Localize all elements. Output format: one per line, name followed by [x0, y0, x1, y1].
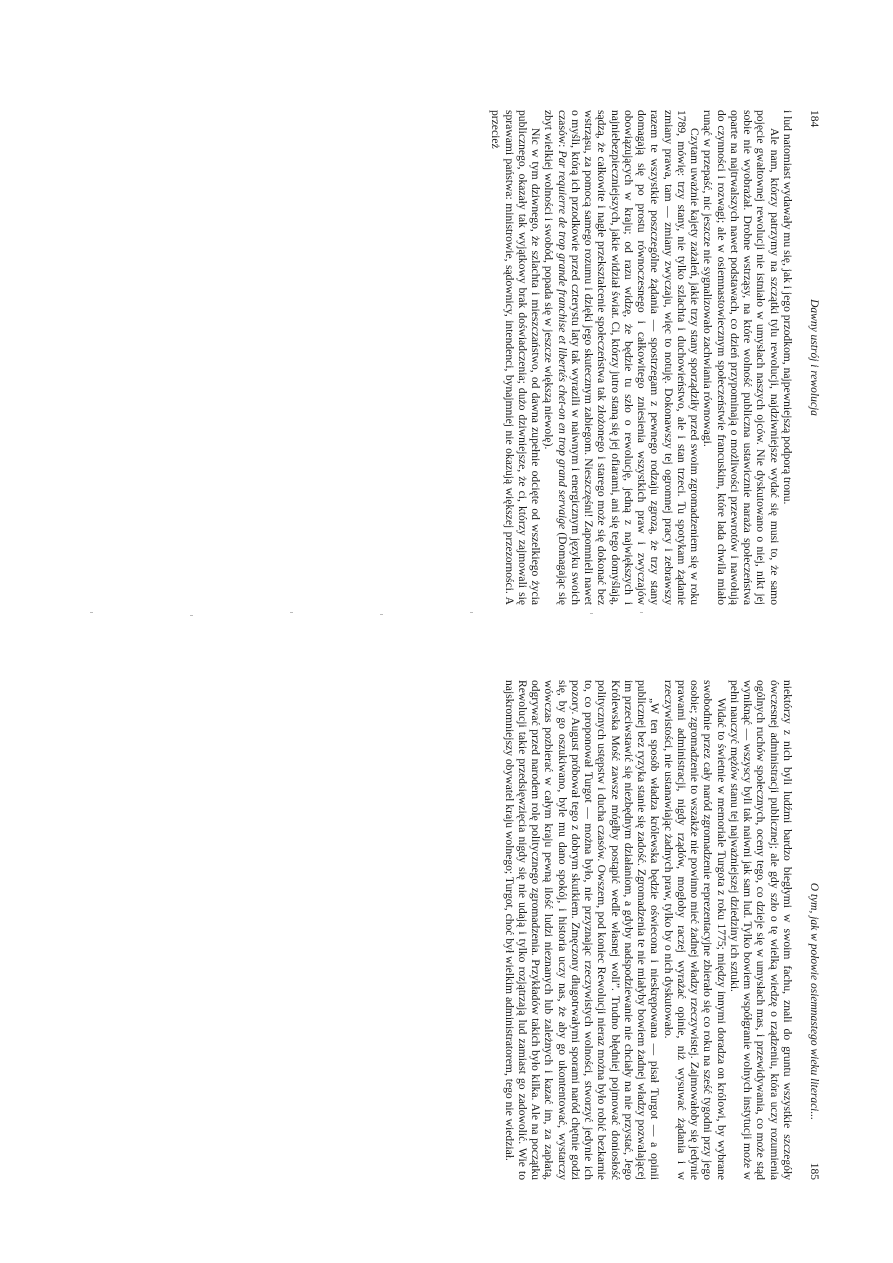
running-head: Dawny ustrój i rewolucja — [808, 299, 820, 416]
left-page-header — [804, 110, 820, 605]
scan-mark — [590, 613, 593, 614]
paragraph: niektórzy z nich byli ludźmi bardzo biegłymi w swoim fachu, znali do gruntu wszystkie szczegóły ówczesnej administracji publicznej; ale gdy szło o tę wielką wiedzę o rządzeniu, która uczy rozumienia ogólnych ruchów społecznych, oceny tego, co dzieje się w umysłach mas, i przewidywania, co może stąd wyniknąć — wszyscy byli tak naiwni jak sam lud. Tylko bowiem współgranie wolnych instytucji może w pełni nauczyć mężów stanu tej najważniejszej dziedziny ich sztuki. — [728, 680, 794, 1180]
scan-mark — [380, 614, 383, 615]
scan-mark — [290, 612, 293, 613]
paragraph: i lud natomiast wydawały mu się, jak i jego przodkom, najpewniejszą podporą tronu. — [781, 110, 794, 505]
scan-mark — [640, 612, 643, 613]
running-head: O tym, jak w połowie osiemnastego wieku literaci... — [808, 882, 820, 1120]
page-number: 185 — [808, 1162, 820, 1180]
paragraph: Nic w tym dziwnego, że szlachta i mieszczaństwo, od dawna zupełnie odcięte od wszelkiego życia publicznego, okazały tak wyjątkowy brak doświadczenia; dużo dziwniejsze, że ci, którzy zajmowali się sprawami państwa: ministrowie, sądownicy, intendenci, bynajmniej nie okazują większej przezorności. A przecież — [489, 110, 543, 605]
quote-translation: (Domagając się zbyt wielkiej wolności i swobód, popada się w jeszcze większą niewolę). — [542, 110, 569, 605]
scan-mark — [190, 615, 193, 616]
left-page — [489, 110, 820, 605]
scan-mark — [90, 612, 93, 613]
paragraph-text: Czytam uważnie kajety zażaleń, jakie trzy stany sporządziły przed swoim zgromadzeniem się w roku 1789, mówię: trzy stany, nie tylko szlachta i duchowieństwo, ale i stan trzeci. Tu spotykam żądanie zmiany prawa, tam — zmiany zwyczaju, więc to notuję. Dokonawszy tej ogromnej pracy i zebrawszy razem te wszystkie poszczególne żądania — spostrzegam z pewnego rodzaju zgrozą, że trzy stany domagają się po prostu równoczesnego i całkowitego zniesienia wszystkich praw i zwyczajów obowiązujących w kraju; od razu widzę, że będzie tu szło o rewolucję, jedną z największych i najniebezpieczniejszych, jakie widział świat. Ci, którzy jutro staną się jej ofiarami, ani się tego domyślają, sądzą, że całkowite i nagłe przekształcenie społeczeństwa tak złożonego i starego może się dokonać bez wstrząsu, za pomocą samego rozumu i dzięki jego skutecznym zabiegom. Nieszczęśni! Zapomnieli nawet o myśli, którą ich przodkowie przed czterystu laty tak wyrazili w naiwnym i energicznym języku swoich czasów: — [555, 110, 702, 605]
paragraph — [542, 110, 701, 605]
scan-mark — [470, 612, 473, 613]
paragraph: „W ten sposób władza królewska będzie oświecona i nieskrępowana — pisał Turgot — a opinii publicznej bez ryzyka stanie się zadość. Zgromadzenia te nie miałyby bowiem żadnej władzy pozwalającej im przeciwstawić się niezbędnym działaniom, a gdyby nadspodziewanie nie chciały na nie przystać, Jego Królewska Mość zawsze mógłby postąpić wedle własnej woli”. Trudno błędniej pojmować doniosłość politycznych ustępstw i ducha czasów. Owszem, pod koniec Rewolucji nieraz można było robić bezkarnie to, co proponował Turgot — można było, nie przyznając rzeczywistych wolności, stworzyć jedynie ich pozory. August próbował tego z dobrym skutkiem. Zmęczony długotrwałymi sporami naród chętnie godzi się, by go oszukiwano, byle mu dano spokój, i historia uczy nas, że aby go ukontentować, wystarczy wówczas pozbierać w całym kraju pewną ilość ludzi nieznanych lub zależnych i kazać im, za zapłatą, odgrywać przed narodem rolę politycznego zgromadzenia. Przykładów takich było kilka. Ale na początku Rewolucji takie przedsięwzięcia nigdy się nie udają i tylko rozjątrzają lud zamiast go zadowolić. Wie to najskromniejszy obywatel kraju wolnego; Turgot, choć był wielkim administratorem, tego nie wiedział. — [502, 680, 662, 1180]
left-page-body — [489, 110, 794, 605]
right-page-header — [804, 680, 820, 1180]
paragraph: Ale nam, którzy patrzymy na szczątki tylu rewolucji, najdziwniejsze wydać się musi to, że samo pojęcie gwałtownej rewolucji nie istniało w umysłach naszych ojców. Nie dyskutowano o niej, nikt jej sobie nie wyobrażał. Drobne wstrząsy, na które wolność publiczna ustawicznie naraża społeczeństwa oparte na najtrwalszych nawet podstawach, co dzień przypominają o możliwości przewrotów i nawołują do czynności i rozwagi; ale w osiemnastowiecznym społeczeństwie francuskim, które lada chwila miało runąć w przepaść, nic jeszcze nie sygnalizowało zachwiania równowagi. — [701, 110, 781, 605]
right-page-body — [503, 680, 795, 1180]
page-number: 184 — [808, 110, 820, 128]
old-french-quote: Par requierre de trop grande franchise et libertés chet-on en trop grand servaige — [555, 150, 569, 530]
right-page — [503, 680, 821, 1180]
paragraph: Widać to świetnie w memoriale Turgota z roku 1775; między innymi doradza on królowi, by wybrane swobodnie przez cały naród zgromadzenie reprezentacyjne zbierało się co roku na sześć tygodni przy jego osobie; zgromadzenie to wszakże nie powinno mieć żadnej władzy rzeczywistej. Zajmowałoby się jedynie prawami administracji, nigdy rządów, mogłoby raczej wyrażać opinie, niż wysuwać żądania i w rzeczywistości, nie ustanawiając żadnych praw, tylko by o nich dyskutowało. — [661, 680, 728, 1180]
